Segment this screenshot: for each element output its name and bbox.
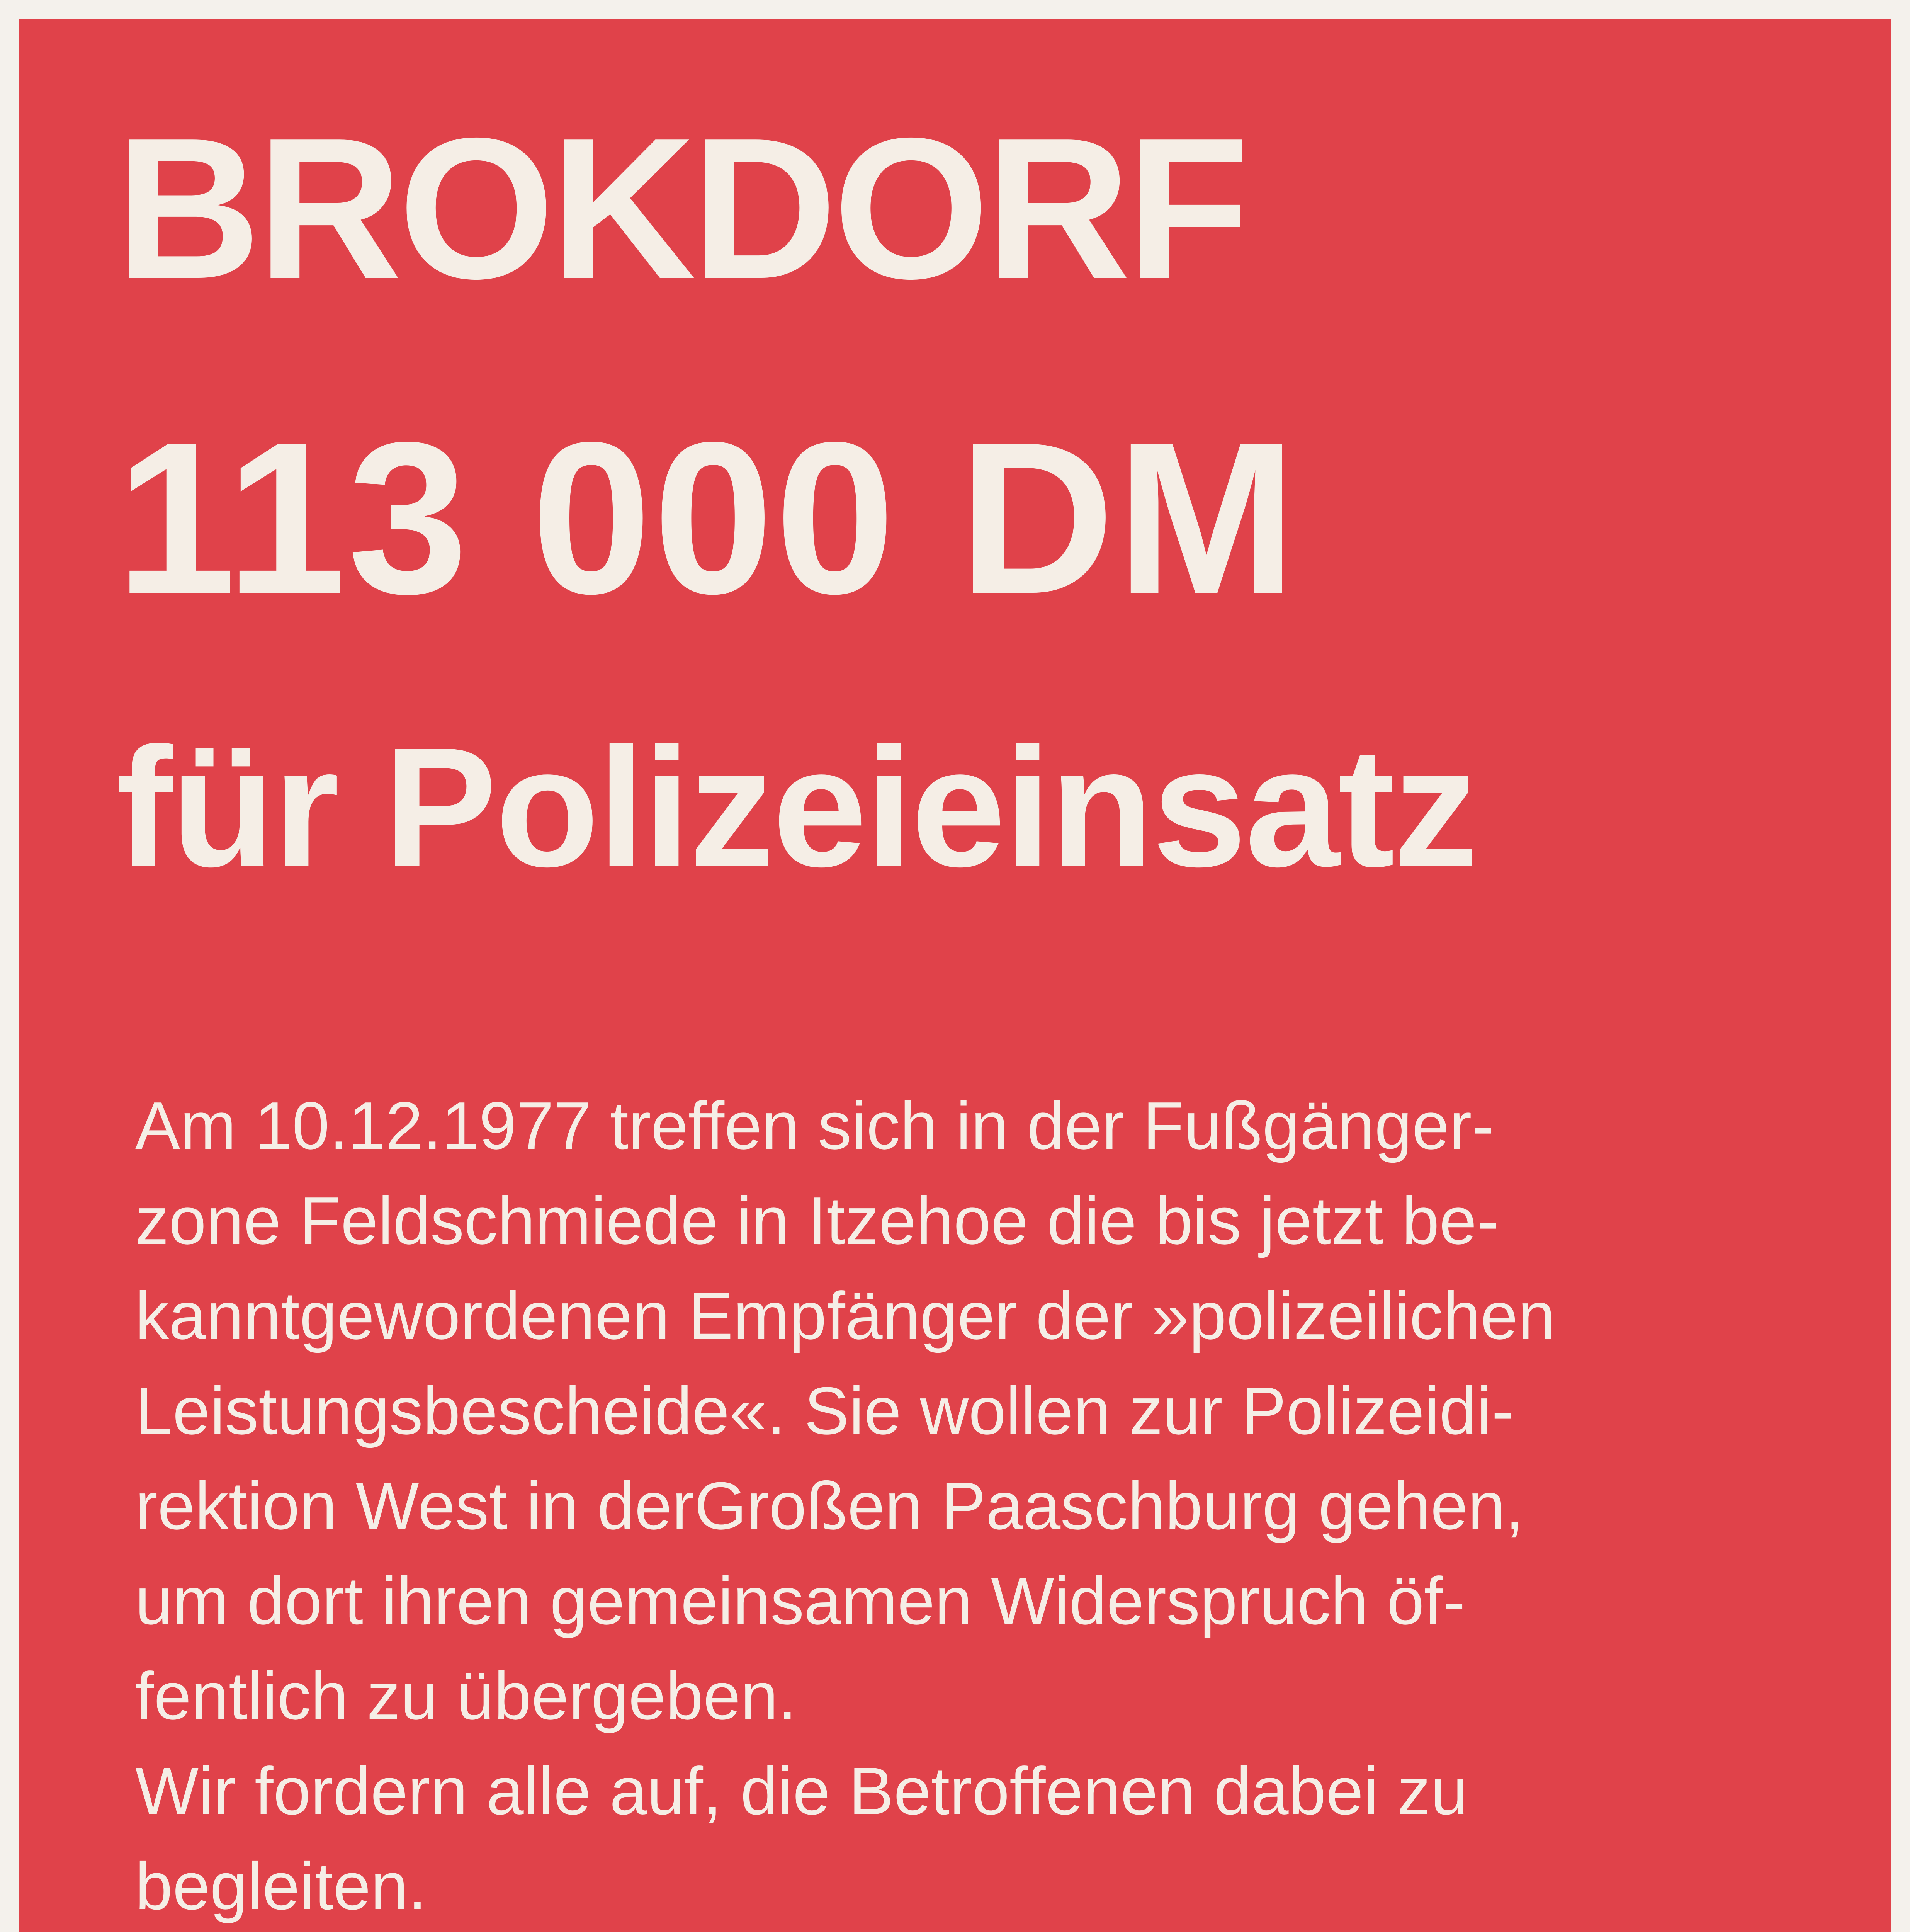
body-line: fentlich zu übergeben.: [135, 1658, 797, 1733]
poster: [19, 19, 1891, 1932]
body-line: Leistungsbescheide«. Sie wollen zur Polizeidi-: [135, 1373, 1514, 1448]
headline-brokdorf: BROKDORF: [116, 96, 1246, 321]
body-text: [135, 1078, 1835, 1932]
body-line: Wir fordern alle auf, die Betroffenen dabei zu: [135, 1753, 1468, 1828]
body-line: um dort ihren gemeinsamen Widerspruch öf-: [135, 1563, 1465, 1638]
headline-polizeieinsatz: für Polizeieinsatz: [116, 713, 1477, 902]
headline-amount: 113 000 DM: [116, 397, 1298, 639]
body-line: begleiten.: [135, 1848, 427, 1923]
body-line: zone Feldschmiede in Itzehoe die bis jetzt be-: [135, 1183, 1499, 1258]
body-line: Am 10.12.1977 treffen sich in der Fußgänger-: [135, 1088, 1494, 1163]
body-line: kanntgewordenen Empfänger der »polizeilichen: [135, 1278, 1555, 1353]
body-line: rektion West in derGroßen Paaschburg gehen,: [135, 1468, 1524, 1543]
